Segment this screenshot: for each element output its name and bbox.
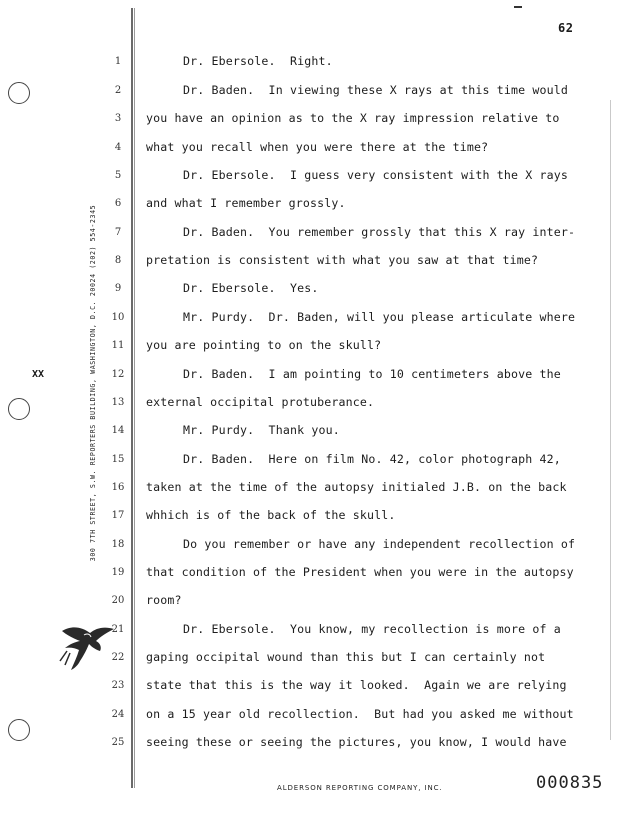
line-number: 21 (111, 624, 125, 635)
line-number: 11 (111, 340, 125, 351)
line-number: 24 (111, 709, 125, 720)
line-number: 14 (111, 425, 125, 436)
line-number: 9 (114, 283, 122, 294)
transcript-line: external occipital protuberance. (146, 395, 375, 409)
punch-hole-top-icon (8, 82, 30, 104)
line-number: 8 (114, 255, 122, 266)
line-number: 23 (111, 680, 125, 691)
footer-company: ALDERSON REPORTING COMPANY, INC. (277, 784, 443, 792)
transcript-line: what you recall when you were there at the time? (146, 140, 489, 154)
transcript-line: Mr. Purdy. Dr. Baden, will you please articulate where (183, 310, 576, 324)
transcript-line: gaping occipital wound than this but I can certainly not (146, 650, 546, 664)
line-number: 2 (114, 85, 122, 96)
line-number: 18 (111, 539, 125, 550)
transcript-line: Dr. Baden. I am pointing to 10 centimeters above the (183, 367, 561, 381)
transcript-line: Dr. Ebersole. I guess very consistent with the X rays (183, 168, 569, 182)
transcript-line: Dr. Baden. You remember grossly that this X ray inter- (183, 225, 576, 239)
line-number: 19 (111, 567, 125, 578)
transcript-line: Dr. Baden. Here on film No. 42, color photograph 42, (183, 452, 561, 466)
line-number: 1 (114, 56, 122, 67)
transcript-line: Dr. Ebersole. You know, my recollection is more of a (183, 622, 561, 636)
transcript-line: that condition of the President when you were in the autopsy (146, 565, 574, 579)
transcript-line: seeing these or seeing the pictures, you know, I would have (146, 735, 567, 749)
punch-hole-middle-icon (8, 398, 30, 420)
transcript-line: Do you remember or have any independent recollection of (183, 537, 576, 551)
transcript-line: Dr. Ebersole. Right. (183, 54, 333, 68)
transcript-line: on a 15 year old recollection. But had you asked me without (146, 707, 574, 721)
transcript-line: state that this is the way it looked. Again we are relying (146, 678, 567, 692)
margin-note: XX (32, 369, 45, 380)
line-number: 22 (111, 652, 125, 663)
reporter-address: 300 7TH STREET, S.W. REPORTERS BUILDING, WASHINGTON, D.C. 20024 (202) 554-2345 (89, 204, 97, 562)
transcript-line: Dr. Baden. In viewing these X rays at this time would (183, 83, 569, 97)
page-number: 62 (558, 21, 574, 35)
transcript-line: room? (146, 593, 182, 607)
left-margin-rule (131, 8, 133, 788)
line-number: 20 (111, 595, 125, 606)
transcript-line: and what I remember grossly. (146, 196, 346, 210)
transcript-line: pretation is consistent with what you saw at that time? (146, 253, 539, 267)
punch-hole-bottom-icon (8, 719, 30, 741)
transcript-line: whhich is of the back of the skull. (146, 508, 396, 522)
line-number: 10 (111, 312, 125, 323)
line-number: 16 (111, 482, 125, 493)
document-number: 000835 (536, 773, 604, 793)
line-number: 15 (111, 454, 125, 465)
line-number: 12 (111, 369, 125, 380)
right-margin-rule (610, 100, 611, 740)
line-number: 3 (114, 113, 122, 124)
transcript-line: Dr. Ebersole. Yes. (183, 281, 319, 295)
transcript-line: you have an opinion as to the X ray impression relative to (146, 111, 560, 125)
line-number: 25 (111, 737, 125, 748)
transcript-line: you are pointing to on the skull? (146, 338, 382, 352)
transcript-line: Mr. Purdy. Thank you. (183, 423, 340, 437)
line-number: 7 (114, 227, 122, 238)
left-margin-rule-inner (134, 8, 135, 788)
line-number: 4 (114, 142, 122, 153)
line-number: 17 (111, 510, 125, 521)
line-number: 5 (114, 170, 122, 181)
line-number: 6 (114, 198, 122, 209)
transcript-line: taken at the time of the autopsy initialed J.B. on the back (146, 480, 567, 494)
top-mark (514, 6, 522, 8)
line-number: 13 (111, 397, 125, 408)
